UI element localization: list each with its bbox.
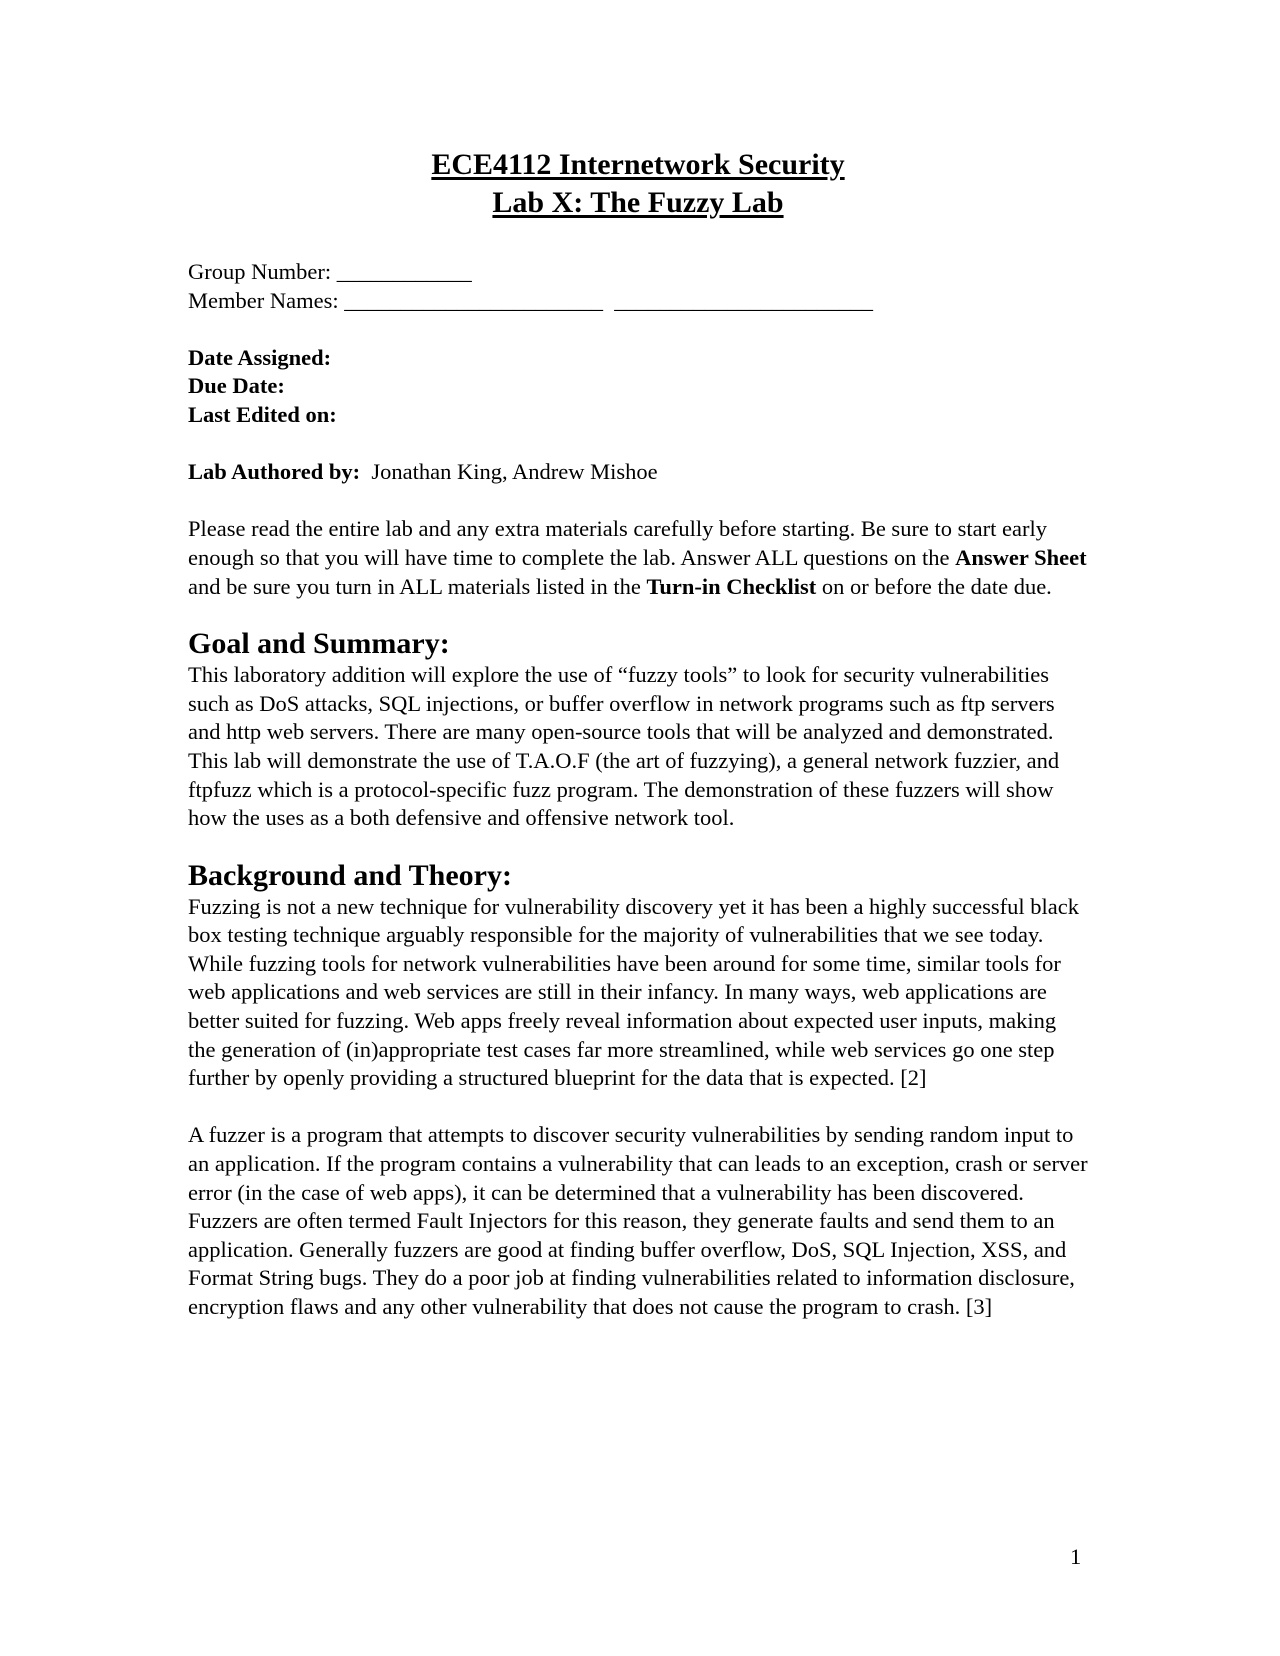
course-title: ECE4112 Internetwork Security: [431, 148, 845, 181]
document-body: [188, 146, 1088, 1322]
member-names-blank-1: _______________________: [344, 287, 603, 313]
authored-value: Jonathan King, Andrew Mishoe: [371, 459, 658, 485]
goal-paragraph: This laboratory addition will explore the use of “fuzzy tools” to look for security vulnerabilities such as DoS attacks, SQL injections, or buffer overflow in network programs such as ftp servers and http web servers. There are many open-source tools that will be analyzed and demonstrated. This lab will demonstrate the use of T.A.O.F (the art of fuzzying), a general network fuzzier, and ftpfuzz which is a protocol-specific fuzz program. The demonstration of these fuzzers will show how the uses as a both defensive and offensive network tool.: [188, 662, 1060, 831]
due-date-label: Due Date:: [188, 373, 285, 399]
member-names-line: [188, 287, 1088, 316]
intro-paragraph: Please read the entire lab and any extra materials carefully before starting. Be sure to start early enough so that you will have time to complete the lab. Answer ALL questions on the Answer Sheet and be sure you turn in ALL materials listed in the Turn-in Checklist on or before the date due.: [188, 516, 1087, 599]
background-paragraph-2: A fuzzer is a program that attempts to discover security vulnerabilities by sending random input to an application. If the program contains a vulnerability that can leads to an exception, crash or server error (in the case of web apps), it can be determined that a vulnerability has been discovered. Fuzzers are often termed Fault Injectors for this reason, they generate faults and send them to an application. Generally fuzzers are good at finding buffer overflow, DoS, SQL Injection, XSS, and Format String bugs. They do a poor job at finding vulnerabilities related to information disclosure, encryption flaws and any other vulnerability that does not cause the program to crash. [3]: [188, 1122, 1088, 1319]
lab-title: Lab X: The Fuzzy Lab: [492, 186, 784, 219]
authored-line: [188, 458, 1088, 487]
date-assigned-label: Date Assigned:: [188, 344, 332, 370]
turn-in-checklist-text: Turn-in Checklist: [646, 573, 817, 599]
last-edited-label: Last Edited on:: [188, 401, 337, 427]
member-names-label: Member Names:: [188, 287, 339, 313]
group-number-label: Group Number:: [188, 259, 332, 284]
authored-label: Lab Authored by:: [188, 459, 361, 485]
group-number-line: [188, 258, 1088, 287]
background-heading: Background and Theory:: [188, 858, 512, 892]
group-number-blank: ____________: [336, 259, 472, 284]
page-number: 1: [1070, 1544, 1082, 1569]
answer-sheet-text: Answer Sheet: [955, 544, 1087, 570]
goal-heading: Goal and Summary:: [188, 627, 450, 661]
member-names-blank-2: _______________________: [614, 287, 873, 313]
background-paragraph-1: Fuzzing is not a new technique for vulnerability discovery yet it has been a highly successful black box testing technique arguably responsible for the majority of vulnerabilities that we see today. While fuzzing tools for network vulnerabilities have been around for some time, similar tools for web applications and web services are still in their infancy. In many ways, web applications are better suited for fuzzing. Web apps freely reveal information about expected user inputs, making the generation of (in)appropriate test cases far more streamlined, while web services go one step further by openly providing a structured blueprint for the data that is expected. [2]: [188, 893, 1080, 1091]
